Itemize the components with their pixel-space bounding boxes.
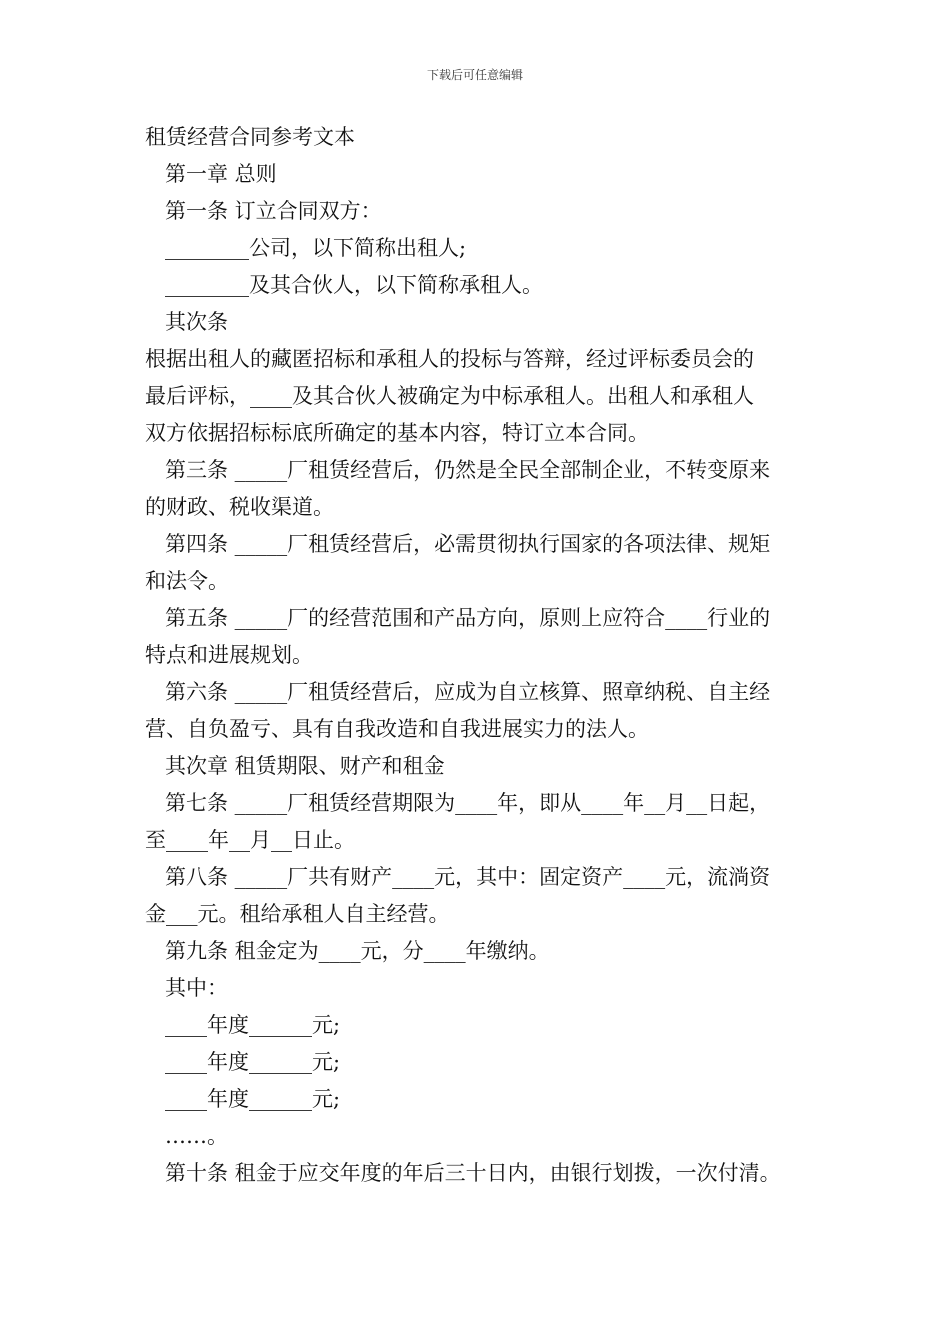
paragraph-line: ________及其合伙人，以下简称承租人。 (165, 273, 543, 297)
paragraph-line: 第六条 _____厂租赁经营后，应成为自立核算、照章纳税、自主经 (165, 680, 771, 704)
paragraph-line: 特点和进展规划。 (145, 643, 313, 667)
paragraph-line: ________公司，以下简称出租人; (165, 236, 467, 260)
paragraph-line: 双方依据招标标底所确定的基本内容，特订立本合同。 (145, 421, 649, 445)
paragraph-line: 第七条 _____厂租赁经营期限为____年，即从____年__月__日起， (165, 791, 771, 815)
paragraph-line: 根据出租人的藏匿招标和承租人的投标与答辩，经过评标委员会的 (145, 347, 754, 371)
document-title: 租赁经营合同参考文本 (145, 125, 355, 149)
paragraph-line: ……。 (165, 1124, 228, 1148)
page-header-note: 下载后可任意编辑 (426, 68, 523, 82)
chapter-heading: 其次章 租赁期限、财产和租金 (165, 754, 445, 778)
paragraph-line: 的财政、税收渠道。 (145, 495, 334, 519)
paragraph-line: 至____年__月__日止。 (145, 828, 355, 852)
paragraph-line: 第九条 租金定为____元，分____年缴纳。 (165, 939, 550, 963)
document-body (145, 119, 810, 1192)
paragraph-line: 第八条 _____厂共有财产____元，其中：固定资产____元，流淌资 (165, 865, 771, 889)
chapter-heading: 第一章 总则 (165, 162, 277, 186)
paragraph-line: 最后评标，____及其合伙人被确定为中标承租人。出租人和承租人 (145, 384, 754, 408)
paragraph-line: 第五条 _____厂的经营范围和产品方向，原则上应符合____行业的 (165, 606, 771, 630)
paragraph-line: 其中： (165, 976, 228, 1000)
paragraph-line: ____年度______元; (165, 1050, 341, 1074)
paragraph-line: 营、自负盈亏、具有自我改造和自我进展实力的法人。 (145, 717, 649, 741)
paragraph-line: 第一条 订立合同双方： (165, 199, 382, 223)
article-heading: 其次条 (165, 310, 228, 334)
paragraph-line: 金___元。租给承租人自主经营。 (145, 902, 450, 926)
paragraph-line: 第四条 _____厂租赁经营后，必需贯彻执行国家的各项法律、规矩 (165, 532, 771, 556)
paragraph-line: 第三条 _____厂租赁经营后，仍然是全民全部制企业，不转变原来 (165, 458, 771, 482)
paragraph-line: ____年度______元; (165, 1087, 341, 1111)
paragraph-line: ____年度______元; (165, 1013, 341, 1037)
paragraph-line: 第十条 租金于应交年度的年后三十日内，由银行划拨，一次付清。 (165, 1161, 781, 1185)
paragraph-line: 和法令。 (145, 569, 229, 593)
